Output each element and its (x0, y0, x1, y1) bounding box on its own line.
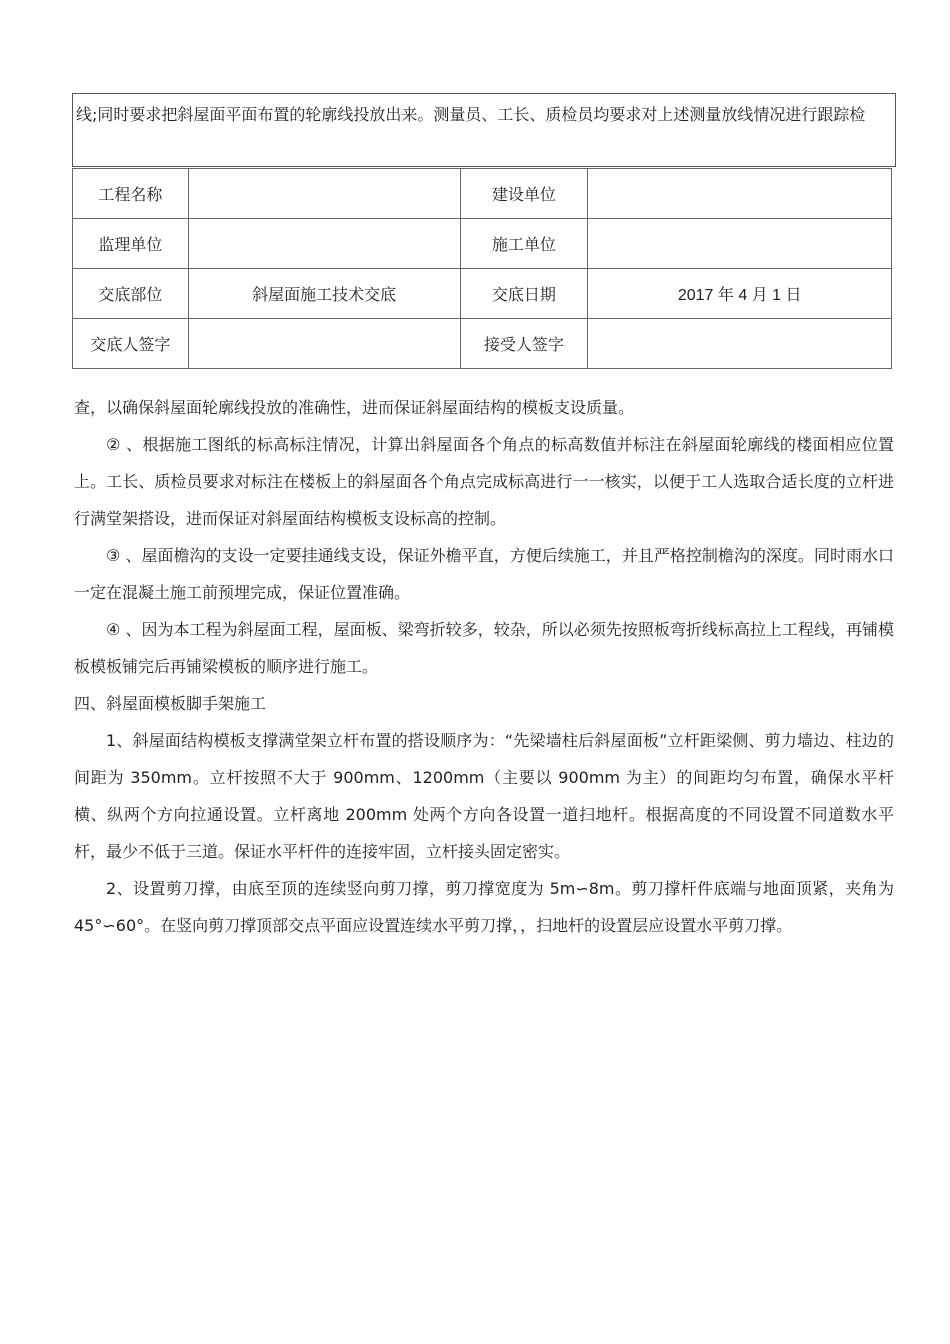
paragraph-item-2: ② 、根据施工图纸的标高标注情况，计算出斜屋面各个角点的标高数值并标注在斜屋面轮廓线的楼面相应位置上。工长、质检员要求对标注在楼板上的斜屋面各个角点完成标高进行一一核实，以便于工人选取合适长度的立杆进行满堂架搭设，进而保证对斜屋面结构模板支设标高的控制。 (74, 435, 894, 528)
section-heading-4: 四、斜屋面模板脚手架施工 (74, 694, 267, 713)
paragraph-scaffold-1: 1、斜屋面结构模板支撑满堂架立杆布置的搭设顺序为：“先梁墙柱后斜屋面板”立杆距梁侧、剪力墙边、柱边的间距为 350mm。立杆按照不大于 900mm、1200mm（主要以 900mm 为主）的间距均匀布置，确保水平杆横、纵两个方向拉通设置。立杆离地 200mm 处两个方向各设置一道扫地杆。根据高度的不同设置不同道数水平杆，最少不低于三道。保证水平杆件的连接牢固，立杆接头固定密实。 (74, 731, 894, 861)
value-disclosure-part: 斜屋面施工技术交底 (188, 269, 460, 319)
paragraph-item-4: ④ 、因为本工程为斜屋面工程，屋面板、梁弯折较多，较杂，所以必须先按照板弯折线标高拉上工程线，再铺模板模板铺完后再铺梁模板的顺序进行施工。 (74, 620, 894, 676)
paragraph-scaffold-2: 2、设置剪刀撑，由底至顶的连续竖向剪刀撑，剪刀撑宽度为 5m∽8m。剪刀撑杆件底端与地面顶紧，夹角为 45°∽60°。在竖向剪刀撑顶部交点平面应设置连续水平剪刀撑，，扫地杆的设置层应设置水平剪刀撑。 (74, 879, 894, 935)
value-discloser-signature (188, 319, 460, 369)
label-disclosure-part: 交底部位 (73, 269, 189, 319)
continued-text: 线;同时要求把斜屋面平面布置的轮廓线投放出来。测量员、工长、质检员均要求对上述测量放线情况进行跟踪检 (76, 105, 866, 124)
value-disclosure-date: 2017 年 4 月 1 日 (588, 269, 892, 319)
paragraph-check-continuation: 查，以确保斜屋面轮廓线投放的准确性，进而保证斜屋面结构的模板支设质量。 (74, 398, 635, 417)
table-row (73, 319, 892, 369)
value-contractor-unit (588, 219, 892, 269)
label-disclosure-date: 交底日期 (460, 269, 588, 319)
label-receiver-signature: 接受人签字 (460, 319, 588, 369)
label-discloser-signature: 交底人签字 (73, 319, 189, 369)
value-supervision-unit (188, 219, 460, 269)
disclosure-info-table (72, 168, 892, 369)
label-project-name: 工程名称 (73, 169, 189, 219)
value-project-name (188, 169, 460, 219)
label-supervision-unit: 监理单位 (73, 219, 189, 269)
document-body (74, 389, 894, 944)
table-row (73, 169, 892, 219)
value-construction-unit (588, 169, 892, 219)
label-contractor-unit: 施工单位 (460, 219, 588, 269)
value-receiver-signature (588, 319, 892, 369)
paragraph-item-3: ③ 、屋面檐沟的支设一定要挂通线支设，保证外檐平直，方便后续施工，并且严格控制檐沟的深度。同时雨水口一定在混凝土施工前预埋完成，保证位置准确。 (74, 546, 894, 602)
label-construction-unit: 建设单位 (460, 169, 588, 219)
continued-text-box (72, 93, 896, 167)
table-row (73, 269, 892, 319)
table-row (73, 219, 892, 269)
